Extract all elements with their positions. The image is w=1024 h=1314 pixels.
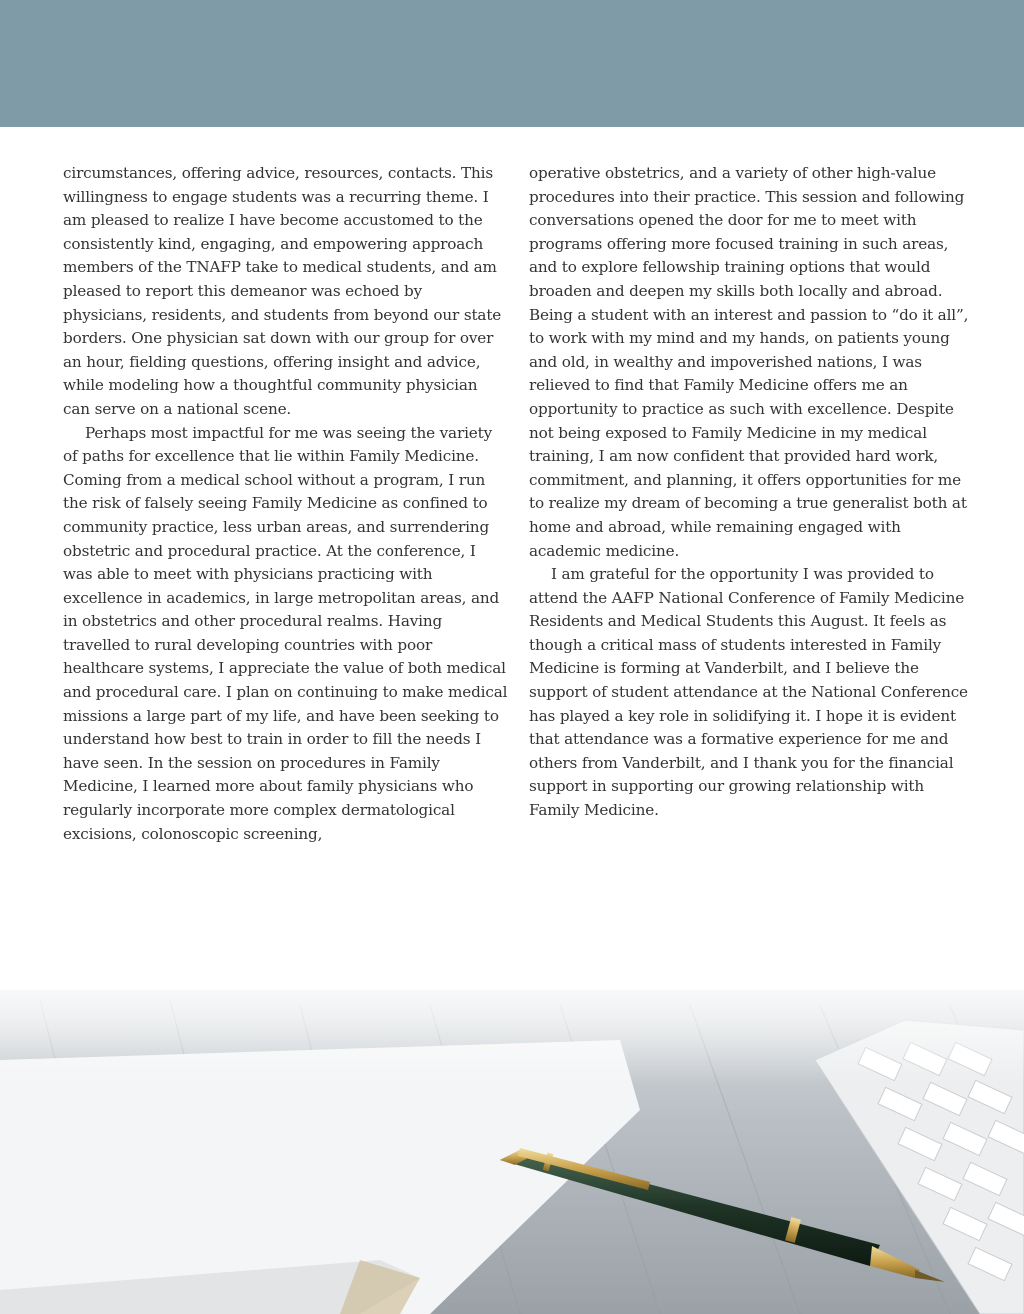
paragraph: circumstances, offering advice, resources, contacts. This willingness to engage students was a recurring theme. I am pleased to realize I have become accustomed to the consistently kind, engaging, and empowering approach members of the TNAFP take to medical students, and am pleased to report this demeanor was echoed by physicians, residents, and students from beyond our state borders. One physician sat down with our group for over an hour, fielding questions, offering insight and advice, while modeling how a thoughtful community physician can serve on a national scene. bbox=[63, 164, 502, 418]
desk-photo bbox=[0, 960, 1024, 1314]
header-band bbox=[0, 0, 1024, 127]
paragraph: operative obstetrics, and a variety of other high-value procedures into their practice. This session and following conversations opened the door for me to meet with programs offering more focused training in such areas, and to explore fellowship training options that would broaden and deepen my skills both locally and abroad. Being a student with an interest and passion to “do it all”, to work with my mind and my hands, on patients young and old, in wealthy and impoverished nations, I was relieved to find that Family Medicine offers me an opportunity to practice as such with excellence. Despite not being exposed to Family Medicine in my medical training, I am now confident that provided hard work, commitment, and planning, it offers opportunities for me to realize my dream of becoming a true generalist both at home and abroad, while remaining engaged with academic medicine. bbox=[529, 164, 969, 560]
paragraph: Perhaps most impactful for me was seeing the variety of paths for excellence that lie within Family Medicine. Coming from a medical school without a program, I run the risk of falsely seeing Family Medicine as confined to community practice, less urban areas, and surrendering obstetric and procedural practice. At the conference, I was able to meet with physicians practicing with excellence in academics, in large metropolitan areas, and in obstetrics and other procedural realms. Having travelled to rural developing countries with poor healthcare systems, I appreciate the value of both medical and procedural care. I plan on continuing to make medical missions a large part of my life, and have been seeking to understand how best to train in order to fill the needs I have seen. In the session on procedures in Family Medicine, I learned more about family physicians who regularly incorporate more complex dermatological excisions, colonoscopic screening, bbox=[63, 423, 508, 843]
article-column-right bbox=[529, 162, 974, 823]
article-column-left bbox=[63, 162, 508, 846]
paragraph: I am grateful for the opportunity I was provided to attend the AAFP National Conference of Family Medicine Residents and Medical Students this August. It feels as though a critical mass of students interested in Family Medicine is forming at Vanderbilt, and I believe the support of student attendance at the National Conference has played a key role in solidifying it. I hope it is evident that attendance was a formative experience for me and others from Vanderbilt, and I thank you for the financial support in supporting our growing relationship with Family Medicine. bbox=[529, 565, 968, 820]
